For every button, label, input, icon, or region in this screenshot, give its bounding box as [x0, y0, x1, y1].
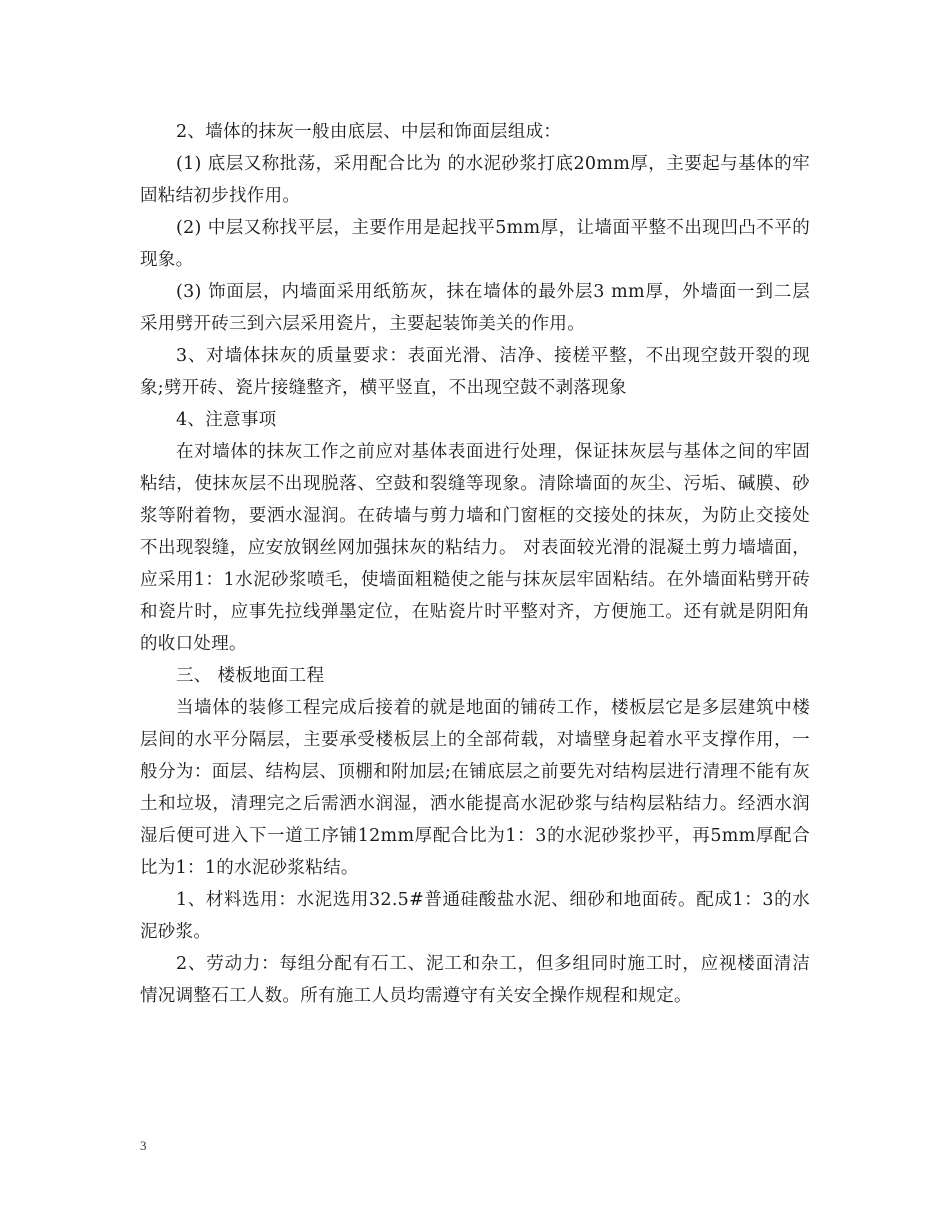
page-number: 3 — [140, 1138, 147, 1153]
paragraph-quality-requirements: 3、对墙体抹灰的质量要求：表面光滑、洁净、接槎平整，不出现空鼓开裂的现象;劈开砖、瓷片接缝整齐，横平竖直，不出现空鼓不剥落现象 — [140, 346, 810, 398]
document-body — [140, 116, 810, 1012]
heading-precautions: 4、注意事项 — [176, 410, 277, 430]
heading-floor-works: 三、 楼板地面工程 — [176, 666, 325, 686]
paragraph-finish-layer: (3) 饰面层，内墙面采用纸筋灰，抹在墙体的最外层3 mm厚，外墙面一到二层采用劈开砖三到六层采用瓷片，主要起装饰美关的作用。 — [140, 282, 810, 334]
paragraph-precautions: 在对墙体的抹灰工作之前应对基体表面进行处理，保证抹灰层与基体之间的牢固粘结，使抹灰层不出现脱落、空鼓和裂缝等现象。清除墙面的灰尘、污垢、碱膜、砂浆等附着物，要洒水湿润。在砖墙与剪力墙和门窗框的交接处的抹灰，为防止交接处不出现裂缝，应安放钢丝网加强抹灰的粘结力。 对表面较光滑的混凝土剪力墙墙面，应采用1：1水泥砂浆喷毛，使墙面粗糙使之能与抹灰层牢固粘结。在外墙面粘劈开砖和瓷片时，应事先拉线弹墨定位，在贴瓷片时平整对齐，方便施工。还有就是阴阳角的收口处理。 — [140, 442, 810, 654]
paragraph-base-layer: (1) 底层又称批荡，采用配合比为 的水泥砂浆打底20mm厚，主要起与基体的牢固粘结初步找作用。 — [140, 154, 810, 206]
paragraph-middle-layer: (2) 中层又称找平层，主要作用是起找平5mm厚，让墙面平整不出现凹凸不平的现象。 — [140, 218, 810, 270]
paragraph-floor-works: 当墙体的装修工程完成后接着的就是地面的铺砖工作，楼板层它是多层建筑中楼层间的水平分隔层，主要承受楼板层上的全部荷载，对墙壁身起着水平支撑作用，一般分为：面层、结构层、顶棚和附加层;在铺底层之前要先对结构层进行清理不能有灰土和垃圾，清理完之后需洒水润湿，洒水能提高水泥砂浆与结构层粘结力。经洒水润湿后便可进入下一道工序铺12mm厚配合比为1：3的水泥砂浆抄平，再5mm厚配合比为1：1的水泥砂浆粘结。 — [140, 698, 810, 878]
paragraph-labor: 2、劳动力：每组分配有石工、泥工和杂工，但多组同时施工时，应视楼面清洁情况调整石工人数。所有施工人员均需遵守有关安全操作规程和规定。 — [140, 954, 810, 1006]
paragraph-plaster-layers-intro: 2、墙体的抹灰一般由底层、中层和饰面层组成： — [176, 122, 562, 142]
paragraph-materials: 1、材料选用：水泥选用32.5#普通硅酸盐水泥、细砂和地面砖。配成1：3的水泥砂浆。 — [140, 890, 810, 942]
